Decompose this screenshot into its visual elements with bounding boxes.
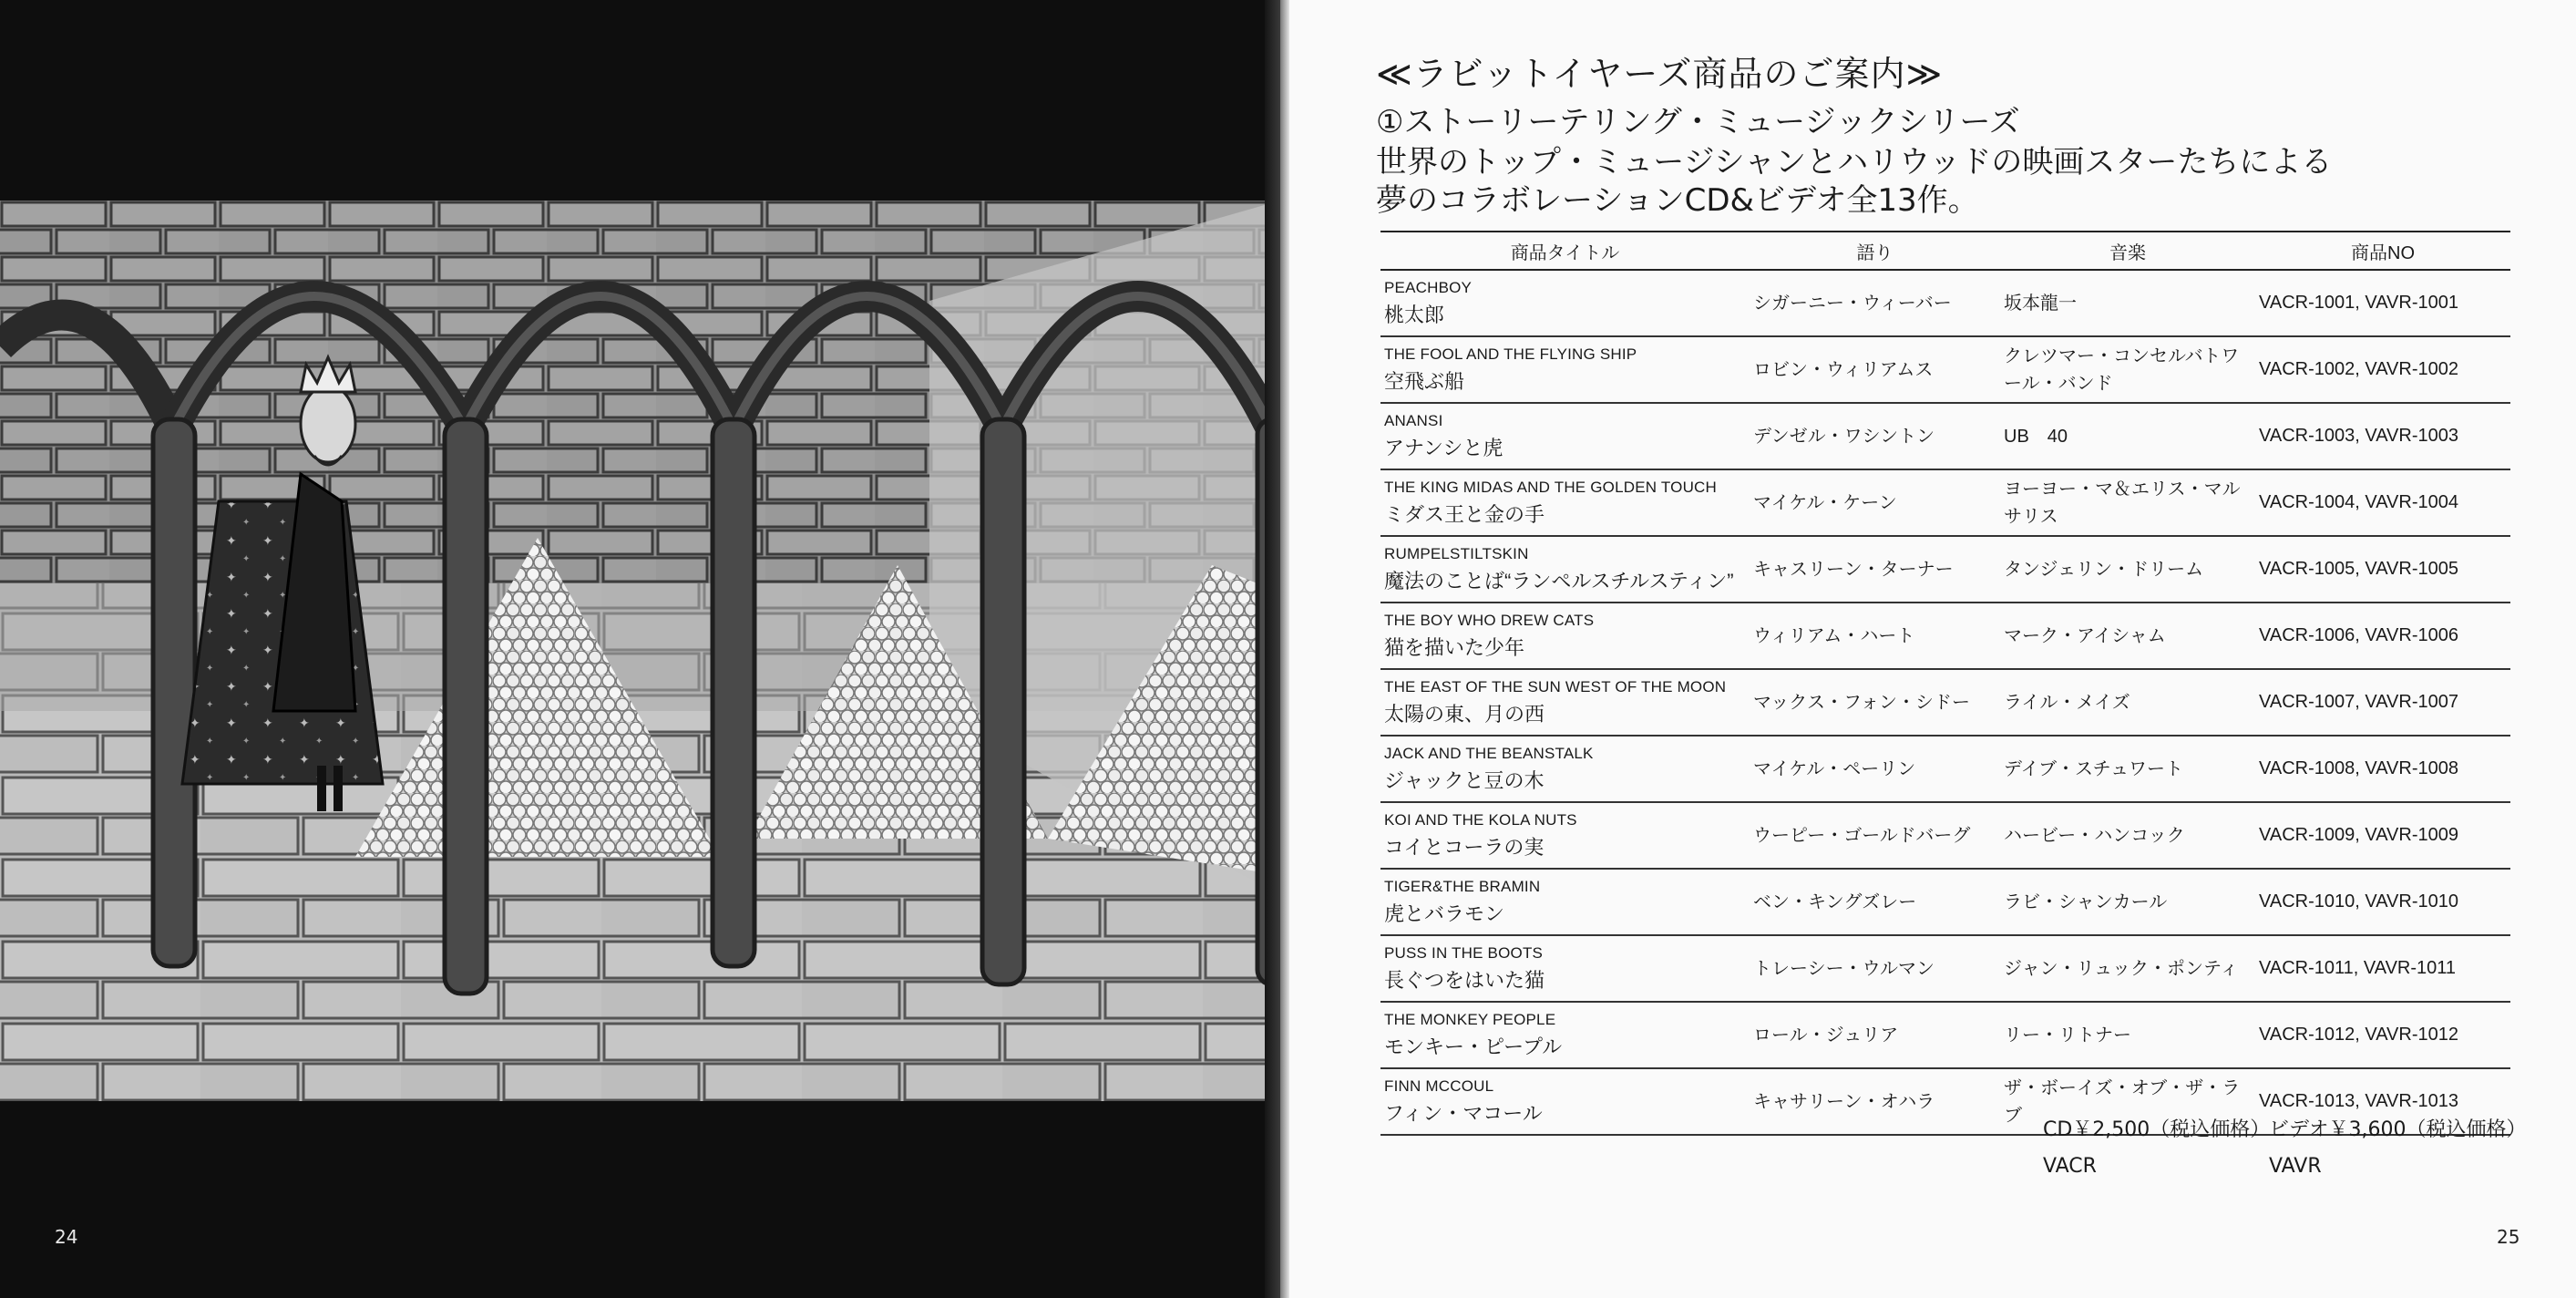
catalog-heading: ≪ラビットイヤーズ商品のご案内≫ [1376, 54, 1944, 94]
title-english: RUMPELSTILTSKIN [1384, 544, 1529, 562]
series-description-line2: 夢のコラボレーションCD&ビデオ全13作。 [1376, 182, 1979, 219]
music-cell: タンジェリン・ドリーム [2000, 536, 2255, 603]
table-row [1380, 603, 2510, 669]
cd-price-block [2043, 1112, 2270, 1185]
title-english: THE MONKEY PEOPLE [1384, 1010, 1556, 1028]
product-title-cell [1380, 336, 1750, 403]
title-japanese: 猫を描いた少年 [1384, 635, 1525, 659]
page-number-left: 24 [55, 1226, 78, 1248]
table-header-row [1380, 232, 2510, 270]
narrator-cell: マイケル・ケーン [1750, 469, 2000, 536]
product-no-cell: VACR-1008, VAVR-1008 [2255, 736, 2510, 802]
music-cell: 坂本龍一 [2000, 270, 2255, 336]
product-no-cell: VACR-1005, VAVR-1005 [2255, 536, 2510, 603]
music-cell: マーク・アイシャム [2000, 603, 2255, 669]
product-title-cell [1380, 802, 1750, 869]
music-cell: デイブ・スチュワート [2000, 736, 2255, 802]
cd-price: CD￥2,500（税込価格） [2043, 1118, 2271, 1141]
narrator-cell: キャサリーン・オハラ [1750, 1068, 2000, 1135]
title-english: THE FOOL AND THE FLYING SHIP [1384, 345, 1637, 363]
narrator-cell: キャスリーン・ターナー [1750, 536, 2000, 603]
header-music: 音楽 [2000, 232, 2255, 270]
title-japanese: アナンシと虎 [1384, 436, 1504, 459]
narrator-cell: デンゼル・ワシントン [1750, 403, 2000, 469]
title-japanese: コイとコーラの実 [1384, 835, 1545, 859]
header-title: 商品タイトル [1380, 232, 1750, 270]
title-japanese: 魔法のことば“ランペルスチルスティン” [1384, 569, 1734, 592]
music-cell: ハービー・ハンコック [2000, 802, 2255, 869]
product-title-cell [1380, 1068, 1750, 1135]
product-no-cell: VACR-1012, VAVR-1012 [2255, 1002, 2510, 1068]
product-title-cell [1380, 270, 1750, 336]
product-no-cell: VACR-1013, VAVR-1013 [2255, 1068, 2510, 1135]
title-english: THE KING MIDAS AND THE GOLDEN TOUCH [1384, 478, 1718, 496]
narrator-cell: マイケル・ペーリン [1750, 736, 2000, 802]
table-row [1380, 669, 2510, 736]
product-no-cell: VACR-1001, VAVR-1001 [2255, 270, 2510, 336]
title-japanese: フィン・マコール [1384, 1101, 1543, 1125]
table-row [1380, 869, 2510, 935]
product-no-cell: VACR-1002, VAVR-1002 [2255, 336, 2510, 403]
header-narrator: 語り [1750, 232, 2000, 270]
title-english: THE EAST OF THE SUN WEST OF THE MOON [1384, 677, 1727, 695]
table-row [1380, 403, 2510, 469]
product-table [1380, 231, 2510, 1136]
product-title-cell [1380, 869, 1750, 935]
music-cell: ライル・メイズ [2000, 669, 2255, 736]
title-japanese: ミダス王と金の手 [1384, 502, 1545, 526]
product-no-cell: VACR-1004, VAVR-1004 [2255, 469, 2510, 536]
table-row [1380, 270, 2510, 336]
music-cell: リー・リトナー [2000, 1002, 2255, 1068]
series-description-line1: 世界のトップ・ミュージシャンとハリウッドの映画スターたちによる [1376, 144, 2333, 180]
table-row [1380, 736, 2510, 802]
title-japanese: 桃太郎 [1384, 303, 1445, 326]
title-english: KOI AND THE KOLA NUTS [1384, 810, 1577, 829]
title-english: PUSS IN THE BOOTS [1384, 943, 1544, 962]
product-no-cell: VACR-1011, VAVR-1011 [2255, 935, 2510, 1002]
title-japanese: ジャックと豆の木 [1384, 768, 1545, 792]
music-cell: ラビ・シャンカール [2000, 869, 2255, 935]
table-row [1380, 336, 2510, 403]
castle-dungeon-illustration [0, 201, 1280, 1101]
narrator-cell: ロール・ジュリア [1750, 1002, 2000, 1068]
video-price-block [2269, 1112, 2527, 1185]
product-title-cell [1380, 935, 1750, 1002]
title-english: FINN MCCOUL [1384, 1077, 1494, 1095]
title-english: JACK AND THE BEANSTALK [1384, 744, 1594, 762]
table-row [1380, 536, 2510, 603]
narrator-cell: マックス・フォン・シドー [1750, 669, 2000, 736]
product-title-cell [1380, 536, 1750, 603]
music-cell: ヨーヨー・マ＆エリス・マルサリス [2000, 469, 2255, 536]
music-cell: ザ・ボーイズ・オブ・ザ・ラブ [2000, 1068, 2255, 1135]
narrator-cell: ウィリアム・ハート [1750, 603, 2000, 669]
product-no-cell: VACR-1010, VAVR-1010 [2255, 869, 2510, 935]
narrator-cell: ロビン・ウィリアムス [1750, 336, 2000, 403]
title-english: PEACHBOY [1384, 278, 1473, 296]
video-prefix: VAVR [2269, 1155, 2322, 1178]
table-row [1380, 469, 2510, 536]
narrator-cell: ウーピー・ゴールドバーグ [1750, 802, 2000, 869]
page-number-right: 25 [2497, 1226, 2520, 1248]
title-japanese: 太陽の東、月の西 [1384, 702, 1545, 726]
product-no-cell: VACR-1006, VAVR-1006 [2255, 603, 2510, 669]
title-japanese: 虎とバラモン [1384, 901, 1505, 925]
music-cell: クレツマー・コンセルバトワール・バンド [2000, 336, 2255, 403]
product-no-cell: VACR-1009, VAVR-1009 [2255, 802, 2510, 869]
product-title-cell [1380, 403, 1750, 469]
product-no-cell: VACR-1003, VAVR-1003 [2255, 403, 2510, 469]
video-price: ビデオ￥3,600（税込価格） [2269, 1118, 2527, 1141]
book-spine [1265, 0, 1280, 1298]
page-gutter-shadow [1280, 0, 1289, 1298]
product-no-cell: VACR-1007, VAVR-1007 [2255, 669, 2510, 736]
narrator-cell: シガーニー・ウィーバー [1750, 270, 2000, 336]
music-cell: UB 40 [2000, 403, 2255, 469]
title-english: ANANSI [1384, 411, 1443, 429]
product-title-cell [1380, 736, 1750, 802]
title-japanese: 空飛ぶ船 [1384, 369, 1465, 393]
narrator-cell: トレーシー・ウルマン [1750, 935, 2000, 1002]
series-title: ①ストーリーテリング・ミュージックシリーズ [1376, 104, 2020, 140]
title-english: THE BOY WHO DREW CATS [1384, 611, 1595, 629]
cd-prefix: VACR [2043, 1155, 2097, 1178]
header-product-no: 商品NO [2255, 232, 2510, 270]
table-row [1380, 802, 2510, 869]
product-title-cell [1380, 469, 1750, 536]
title-japanese: 長ぐつをはいた猫 [1384, 968, 1545, 992]
product-title-cell [1380, 603, 1750, 669]
table-row [1380, 1002, 2510, 1068]
music-cell: ジャン・リュック・ポンティ [2000, 935, 2255, 1002]
illustration-drawing [0, 201, 1280, 1101]
product-title-cell [1380, 669, 1750, 736]
narrator-cell: ベン・キングズレー [1750, 869, 2000, 935]
product-title-cell [1380, 1002, 1750, 1068]
title-japanese: モンキー・ピープル [1384, 1035, 1563, 1058]
left-page [0, 0, 1280, 1298]
table-row [1380, 935, 2510, 1002]
title-english: TIGER&THE BRAMIN [1384, 877, 1541, 895]
